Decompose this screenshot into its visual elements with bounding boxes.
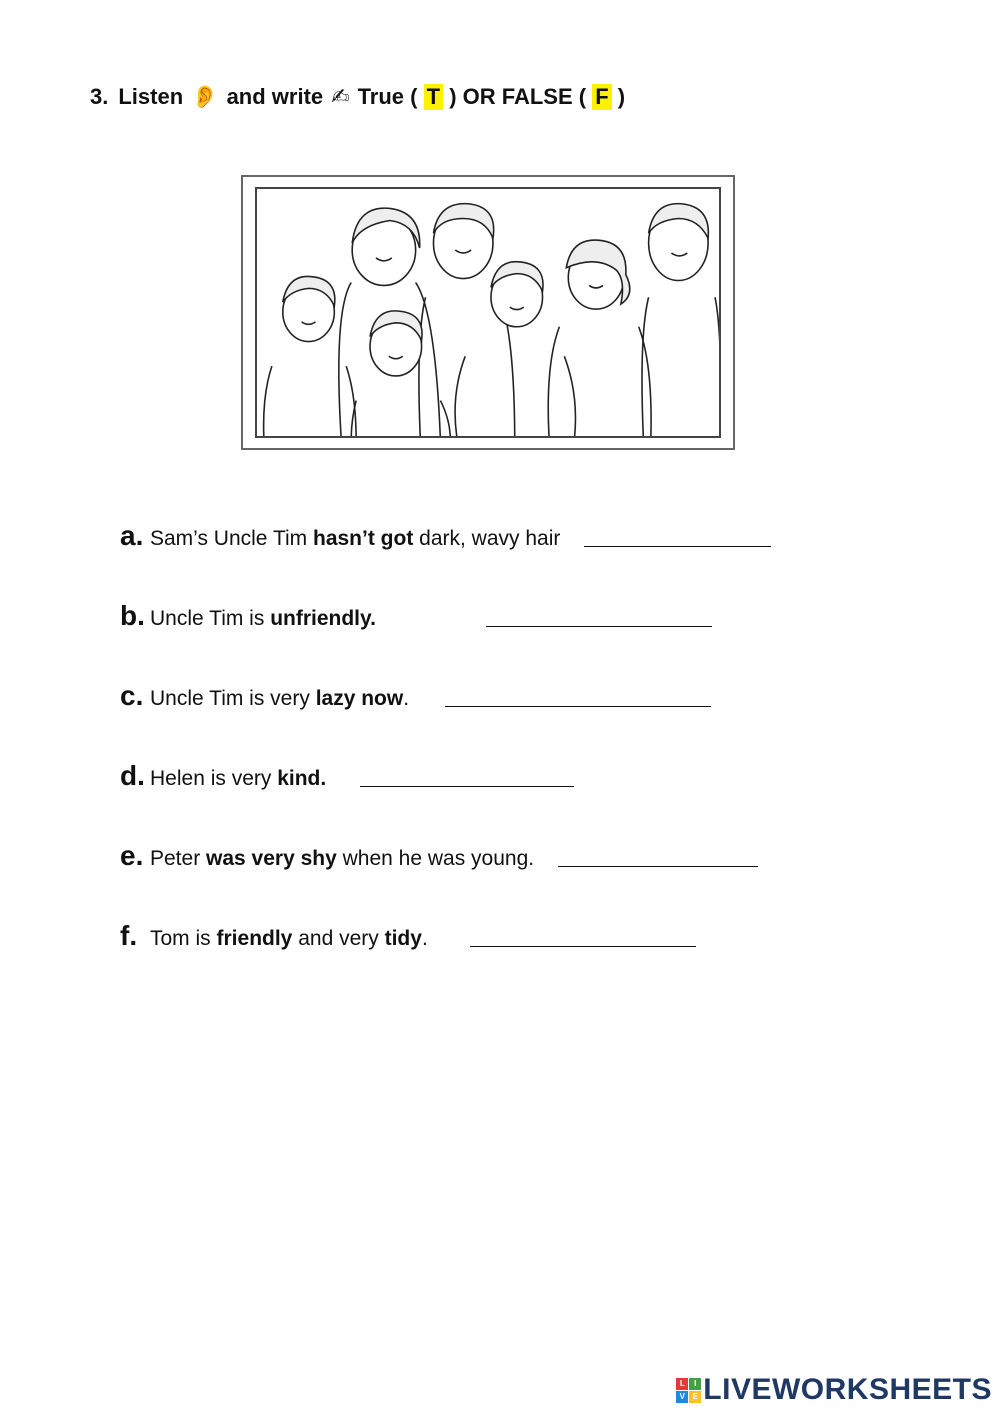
answer-blank-b[interactable]	[486, 622, 712, 627]
exercise-heading	[90, 84, 625, 110]
liveworksheets-badge-icon	[676, 1378, 701, 1403]
question-letter: c.	[120, 680, 144, 711]
heading-true-open: True (	[357, 84, 418, 109]
question-text-part: Uncle Tim is very	[150, 687, 316, 710]
question-letter: e.	[120, 840, 144, 871]
highlight-t: T	[424, 84, 443, 110]
question-bold-part: unfriendly.	[270, 607, 376, 630]
question-bold-part: lazy now	[315, 687, 404, 710]
question-bold-part: friendly	[216, 927, 293, 950]
writing-hand-icon: ✍	[331, 84, 350, 109]
ear-icon: 👂	[191, 84, 219, 109]
question-letter: b.	[120, 600, 145, 631]
question-text-part: Peter	[150, 847, 207, 870]
answer-blank-a[interactable]	[584, 542, 771, 547]
heading-listen: Listen	[118, 84, 184, 109]
question-text	[150, 927, 428, 951]
question-bold-part: was very shy	[206, 847, 337, 870]
question-b	[120, 600, 712, 632]
question-text	[150, 767, 326, 791]
question-text-part: dark, wavy hair	[413, 527, 561, 550]
question-bold-part: tidy	[384, 927, 422, 950]
answer-blank-c[interactable]	[445, 702, 711, 707]
answer-blank-f[interactable]	[470, 942, 696, 947]
question-a	[120, 520, 771, 552]
family-photo-illustration-icon	[257, 189, 719, 436]
question-text	[150, 607, 376, 631]
question-text	[150, 847, 534, 871]
brand-name: LIVEWORKSHEETS	[703, 1373, 992, 1406]
family-picture-frame	[241, 175, 735, 450]
question-c	[120, 680, 711, 712]
question-text-part: .	[403, 687, 410, 710]
badge-letter: E	[689, 1391, 701, 1403]
heading-close: )	[617, 84, 626, 109]
question-text	[150, 687, 409, 711]
question-e	[120, 840, 758, 872]
question-text-part: Helen is very	[150, 767, 278, 790]
question-f	[120, 920, 696, 952]
question-text-part: Uncle Tim is	[150, 607, 271, 630]
exercise-number: 3.	[90, 84, 109, 109]
question-text-part: Sam’s Uncle Tim	[150, 527, 313, 550]
answer-blank-e[interactable]	[558, 862, 758, 867]
heading-or-false: ) OR FALSE (	[449, 84, 587, 109]
answer-blank-d[interactable]	[360, 782, 574, 787]
question-text-part: .	[421, 927, 428, 950]
question-d	[120, 760, 574, 792]
highlight-f: F	[592, 84, 611, 110]
question-letter: f.	[120, 920, 138, 951]
question-bold-part: kind.	[277, 767, 327, 790]
heading-and-write: and write	[226, 84, 324, 109]
family-illustration	[255, 187, 721, 438]
question-text-part: Tom is	[150, 927, 217, 950]
question-bold-part: hasn’t got	[313, 527, 414, 550]
question-text	[150, 527, 560, 551]
question-text-part: when he was young.	[336, 847, 535, 870]
liveworksheets-logo[interactable]	[676, 1373, 992, 1407]
badge-letter: L	[676, 1378, 688, 1390]
question-letter: d.	[120, 760, 145, 791]
badge-letter: V	[676, 1391, 688, 1403]
badge-letter: I	[689, 1378, 701, 1390]
question-letter: a.	[120, 520, 144, 551]
question-text-part: and very	[292, 927, 385, 950]
